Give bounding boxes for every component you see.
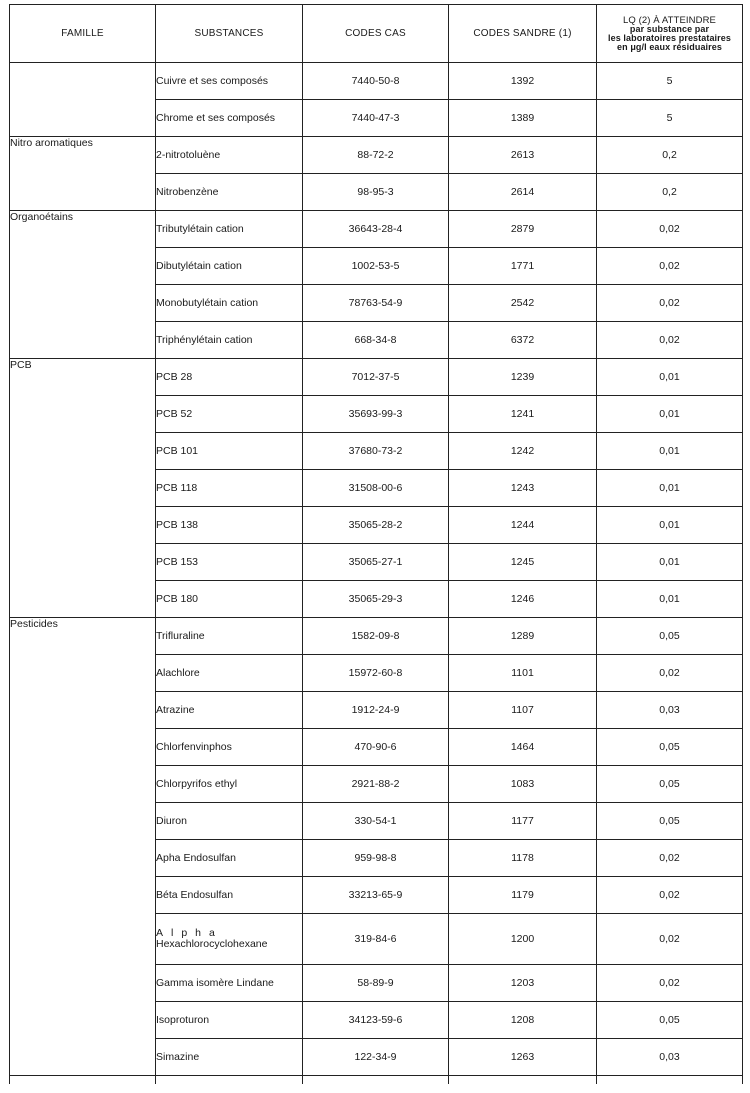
cas-code-cell: 7440-47-3 [303, 100, 449, 137]
substance-cell: PCB 138 [156, 507, 303, 544]
substance-cell: Chrome et ses composés [156, 100, 303, 137]
lq-value-cell: 0,01 [597, 581, 743, 618]
lq-value-cell: 0,02 [597, 285, 743, 322]
sandre-code-cell: 1289 [449, 618, 597, 655]
cas-code-cell: 35065-27-1 [303, 544, 449, 581]
substance-cell: PCB 28 [156, 359, 303, 396]
substance-cell: PCB 118 [156, 470, 303, 507]
lq-value-cell: 0,2 [597, 174, 743, 211]
substance-cell: Béta Endosulfan [156, 877, 303, 914]
table-row [10, 211, 743, 248]
header-lq-line2: par substance par [629, 23, 710, 34]
cas-code-cell: 15972-60-8 [303, 655, 449, 692]
header-substances: SUBSTANCES [156, 5, 303, 63]
lq-value-cell: 0,05 [597, 618, 743, 655]
lq-value-cell: 0,02 [597, 914, 743, 965]
sandre-code-cell: 2542 [449, 285, 597, 322]
substance-cell: PCB 153 [156, 544, 303, 581]
sandre-code-cell: 1200 [449, 914, 597, 965]
sandre-code-cell: 1392 [449, 63, 597, 100]
cas-code-cell: 98-95-3 [303, 174, 449, 211]
substance-cell: Monobutylétain cation [156, 285, 303, 322]
sandre-code-cell: 1101 [449, 655, 597, 692]
lq-value-cell: 0,02 [597, 877, 743, 914]
sandre-code-cell: 2614 [449, 174, 597, 211]
header-codes-cas: CODES CAS [303, 5, 449, 63]
substance-part2: Hexachlorocyclohexane [156, 938, 268, 950]
cas-code-cell: 470-90-6 [303, 729, 449, 766]
lq-value-cell: 0,01 [597, 433, 743, 470]
famille-cell: Organoétains [10, 211, 156, 359]
sandre-code-cell: 2879 [449, 211, 597, 248]
cas-code-cell: 668-34-8 [303, 322, 449, 359]
lq-value-cell: 0,02 [597, 840, 743, 877]
cas-code-cell: 2921-88-2 [303, 766, 449, 803]
substance-cell: PCB 52 [156, 396, 303, 433]
lq-value-cell: 0,02 [597, 248, 743, 285]
substance-cell: Apha Endosulfan [156, 840, 303, 877]
sandre-code-cell: 1179 [449, 877, 597, 914]
table-row [10, 63, 743, 100]
sandre-code-cell: 1464 [449, 729, 597, 766]
sandre-code-cell: 1244 [449, 507, 597, 544]
sandre-code-cell: 1389 [449, 100, 597, 137]
sandre-code-cell: 1243 [449, 470, 597, 507]
cas-code-cell: 88-72-2 [303, 137, 449, 174]
famille-cell [10, 63, 156, 137]
cas-code-cell: 58-89-9 [303, 965, 449, 1002]
sandre-code-cell: 1178 [449, 840, 597, 877]
lq-value-cell: 0,02 [597, 965, 743, 1002]
sandre-code-cell: 1177 [449, 803, 597, 840]
lq-value-cell: 5 [597, 100, 743, 137]
cas-code-cell: 1912-24-9 [303, 692, 449, 729]
substance-cell: PCB 180 [156, 581, 303, 618]
substance-cell: Atrazine [156, 692, 303, 729]
lq-value-cell: 0,01 [597, 507, 743, 544]
cas-code-cell: 330-54-1 [303, 803, 449, 840]
substance-cell: PCB 101 [156, 433, 303, 470]
continuation-cell [597, 1076, 743, 1085]
substance-cell: Diuron [156, 803, 303, 840]
table-row [10, 359, 743, 396]
sandre-code-cell: 1239 [449, 359, 597, 396]
header-famille: FAMILLE [10, 5, 156, 63]
sandre-code-cell: 2613 [449, 137, 597, 174]
cas-code-cell: 34123-59-6 [303, 1002, 449, 1039]
sandre-code-cell: 1246 [449, 581, 597, 618]
substance-cell: Simazine [156, 1039, 303, 1076]
substances-table [9, 4, 743, 1084]
lq-value-cell: 0,02 [597, 322, 743, 359]
lq-value-cell: 0,01 [597, 470, 743, 507]
cas-code-cell: 78763-54-9 [303, 285, 449, 322]
lq-value-cell: 0,01 [597, 359, 743, 396]
header-lq-line3: les laboratoires prestataires [608, 32, 731, 43]
cas-code-cell: 959-98-8 [303, 840, 449, 877]
lq-value-cell: 0,03 [597, 1039, 743, 1076]
substance-cell: Chlorfenvinphos [156, 729, 303, 766]
cas-code-cell: 319-84-6 [303, 914, 449, 965]
lq-value-cell: 0,05 [597, 803, 743, 840]
cas-code-cell: 35065-29-3 [303, 581, 449, 618]
lq-value-cell: 0,01 [597, 544, 743, 581]
famille-cell: Nitro aromatiques [10, 137, 156, 211]
substance-cell: Triphénylétain cation [156, 322, 303, 359]
substance-cell: Alachlore [156, 655, 303, 692]
sandre-code-cell: 1241 [449, 396, 597, 433]
continuation-row [10, 1076, 743, 1085]
header-codes-sandre: CODES SANDRE (1) [449, 5, 597, 63]
famille-cell: PCB [10, 359, 156, 618]
sandre-code-cell: 1771 [449, 248, 597, 285]
sandre-code-cell: 1263 [449, 1039, 597, 1076]
sandre-code-cell: 1242 [449, 433, 597, 470]
substance-cell: Trifluraline [156, 618, 303, 655]
cas-code-cell: 122-34-9 [303, 1039, 449, 1076]
cas-code-cell: 31508-00-6 [303, 470, 449, 507]
table-row [10, 618, 743, 655]
substance-cell: Chlorpyrifos ethyl [156, 766, 303, 803]
cas-code-cell: 35693-99-3 [303, 396, 449, 433]
header-lq-line1: LQ (2) À ATTEINDRE [623, 14, 716, 26]
sandre-code-cell: 1208 [449, 1002, 597, 1039]
lq-value-cell: 0,01 [597, 396, 743, 433]
substance-cell: Dibutylétain cation [156, 248, 303, 285]
sandre-code-cell: 1203 [449, 965, 597, 1002]
substance-cell: 2-nitrotoluène [156, 137, 303, 174]
continuation-cell [449, 1076, 597, 1085]
lq-value-cell: 0,2 [597, 137, 743, 174]
cas-code-cell: 35065-28-2 [303, 507, 449, 544]
lq-value-cell: 0,05 [597, 766, 743, 803]
cas-code-cell: 37680-73-2 [303, 433, 449, 470]
cas-code-cell: 7012-37-5 [303, 359, 449, 396]
sandre-code-cell: 1083 [449, 766, 597, 803]
lq-value-cell: 5 [597, 63, 743, 100]
substance-part1: Alpha [156, 927, 223, 939]
sandre-code-cell: 1245 [449, 544, 597, 581]
famille-cell: Pesticides [10, 618, 156, 1076]
substance-cell: Isoproturon [156, 1002, 303, 1039]
header-row [10, 5, 743, 63]
cas-code-cell: 1002-53-5 [303, 248, 449, 285]
cas-code-cell: 7440-50-8 [303, 63, 449, 100]
substance-cell: Gamma isomère Lindane [156, 965, 303, 1002]
lq-value-cell: 0,05 [597, 729, 743, 766]
cas-code-cell: 1582-09-8 [303, 618, 449, 655]
lq-value-cell: 0,02 [597, 655, 743, 692]
continuation-cell [156, 1076, 303, 1085]
lq-value-cell: 0,05 [597, 1002, 743, 1039]
sandre-code-cell: 6372 [449, 322, 597, 359]
sandre-code-cell: 1107 [449, 692, 597, 729]
substance-cell: Nitrobenzène [156, 174, 303, 211]
continuation-cell [10, 1076, 156, 1085]
header-lq [597, 5, 743, 63]
lq-value-cell: 0,02 [597, 211, 743, 248]
table-body [10, 63, 743, 1085]
cas-code-cell: 33213-65-9 [303, 877, 449, 914]
substance-cell: Tributylétain cation [156, 211, 303, 248]
cas-code-cell: 36643-28-4 [303, 211, 449, 248]
substance-cell [156, 914, 303, 965]
continuation-cell [303, 1076, 449, 1085]
substance-cell: Cuivre et ses composés [156, 63, 303, 100]
lq-value-cell: 0,03 [597, 692, 743, 729]
table-row [10, 137, 743, 174]
header-lq-line4: en μg/l eaux résiduaires [617, 41, 722, 52]
